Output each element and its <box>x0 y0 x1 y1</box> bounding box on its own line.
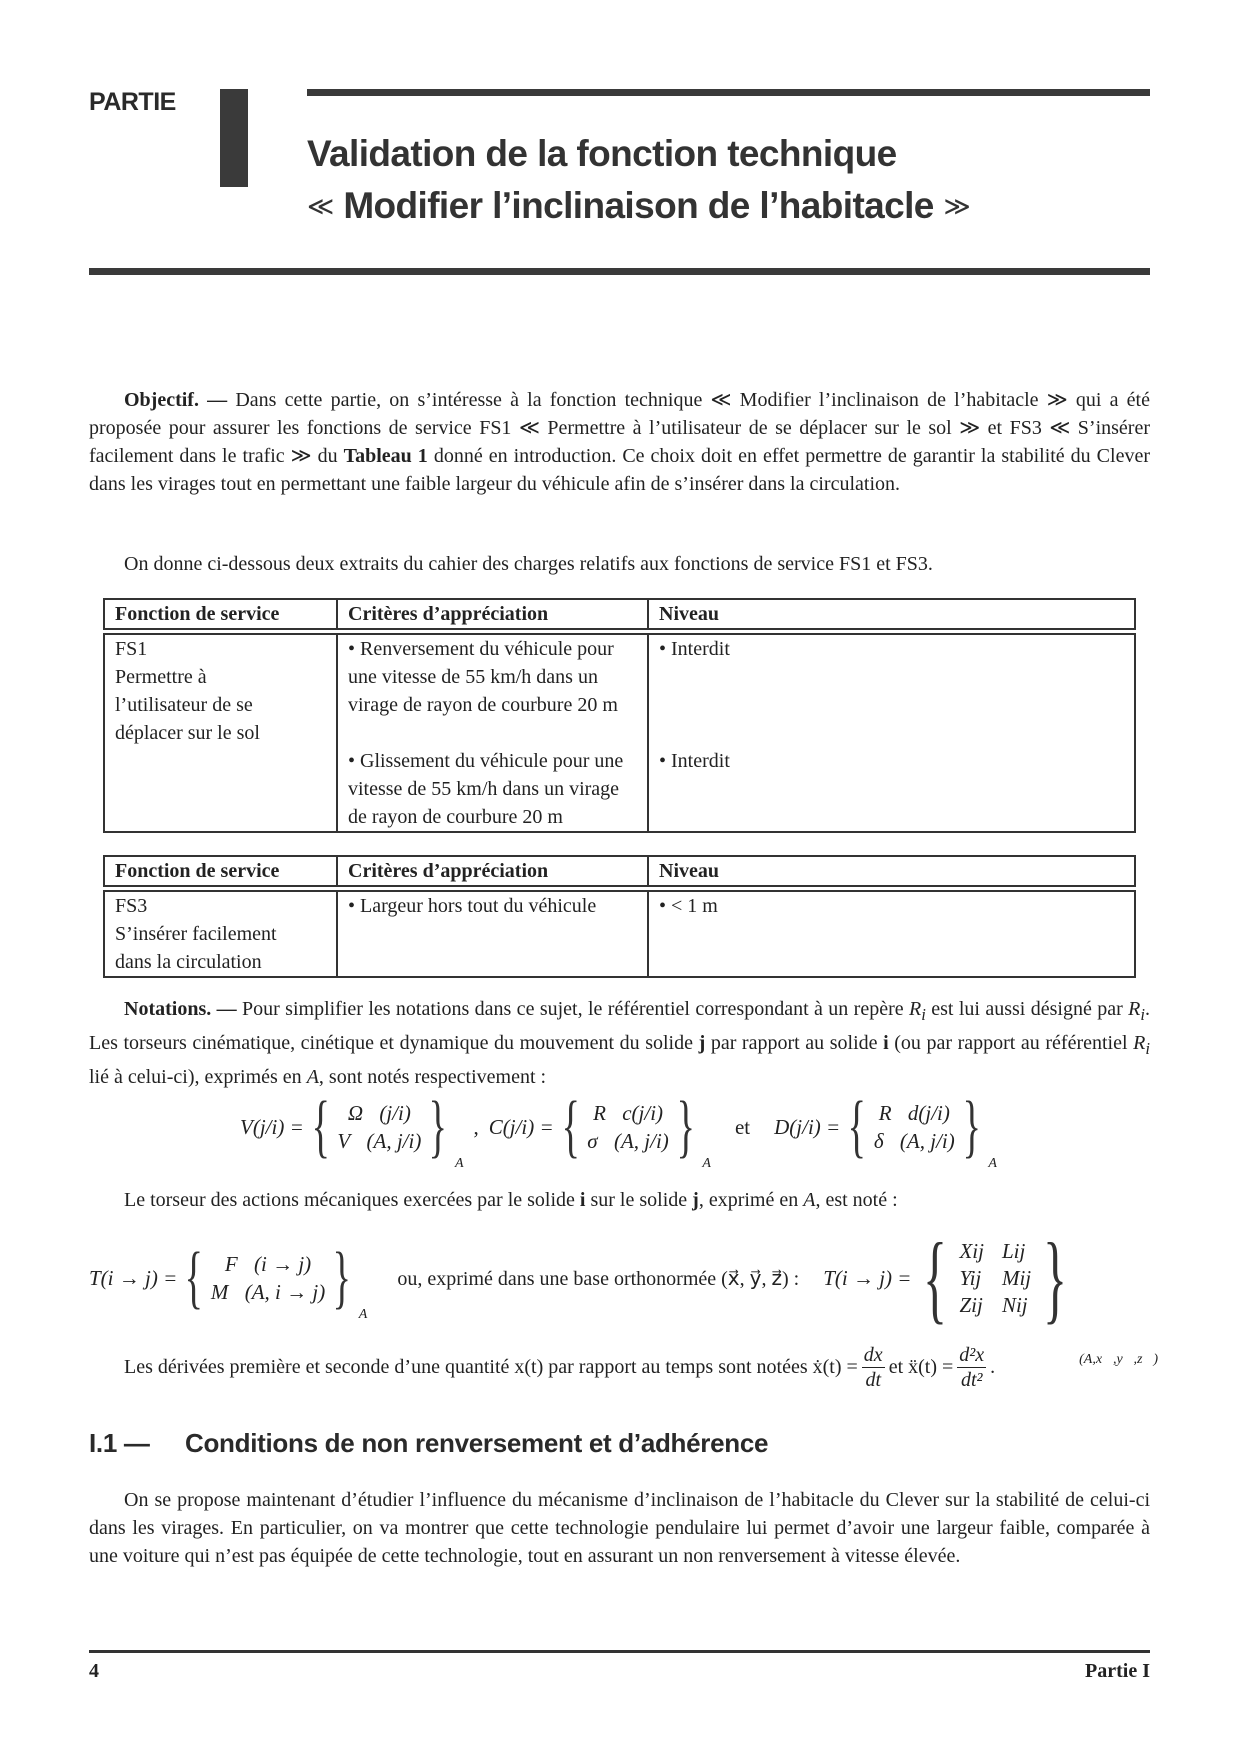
formula-sub: A <box>702 1156 711 1171</box>
level: • Interdit <box>659 750 730 772</box>
level: • Interdit <box>659 638 730 660</box>
table-row <box>104 634 1135 832</box>
formula-top: F⃗(i → j) <box>224 1252 312 1276</box>
formula-lhs: C(j/i) = <box>488 1114 554 1139</box>
header-fonction: Fonction de service <box>104 856 337 886</box>
solid-j: j <box>698 1032 706 1054</box>
text: sur le solide <box>585 1189 693 1211</box>
criterion: • Largeur hors tout du véhicule <box>337 891 648 977</box>
table-row <box>104 891 1135 977</box>
formula-sub: A <box>988 1156 997 1171</box>
header-criteres: Critères d’appréciation <box>337 599 648 629</box>
formula-top: R⃗c(j/i) <box>593 1101 664 1125</box>
torseur-components: T(i → j) = { Xij Lij Yij Mij Zij Nij } (A,x⃗,y⃗,z⃗) <box>823 1222 1159 1367</box>
text: lié à celui-ci), exprimés en <box>89 1066 307 1088</box>
header-fonction: Fonction de service <box>104 599 337 629</box>
component: Zij <box>959 1292 983 1317</box>
objectif-text: Dans cette partie, on s’intéresse à la fonction technique ≪ Modifier l’inclinaison de l’habitacle ≫ qui a été proposée pour assurer les fonctions de service FS1 ≪ Permettre à l’utilisateur de se déplacer sur le sol ≫ et FS3 ≪ S’insérer facilement dans le trafic ≫ du <box>89 389 1150 467</box>
objectif-lead: Objectif. — <box>124 389 228 411</box>
objectif-text-end: donné en introduction. Ce choix doit en effet permettre de garantir la stabilité du Clever dans les virages tout en permettant une faible largeur du véhicule afin de s’insérer dans la circulation. <box>89 445 1150 495</box>
numerator: d²x <box>959 1344 985 1366</box>
open-quote: ≪ <box>307 191 334 221</box>
derivatives-line <box>124 1343 995 1392</box>
subscript: i <box>1140 1005 1146 1024</box>
component: Mij <box>1001 1265 1032 1290</box>
frame-symbol: R <box>909 998 922 1020</box>
torseur-dynamique: D(j/i) = { R⃗d(j/i) δ⃗(A, j/i) } A <box>774 1088 997 1171</box>
notations-paragraph <box>89 995 1150 1091</box>
formula-sub: A <box>454 1156 464 1171</box>
base-text: ou, exprimé dans une base orthonormée (x⃗, y⃗, z⃗) : <box>397 1267 800 1290</box>
fs1-desc: l’utilisateur de se <box>115 694 253 716</box>
fs1-criteria <box>337 634 648 832</box>
fs1-code: FS1 <box>115 638 148 660</box>
subscript: i <box>921 1005 926 1024</box>
text: est lui aussi désigné par <box>925 998 1129 1020</box>
component: Xij <box>959 1238 984 1263</box>
title-line-2 <box>307 180 970 232</box>
tableau-ref: Tableau 1 <box>343 445 428 467</box>
component: Yij <box>959 1265 982 1290</box>
fs1-cell <box>104 634 337 832</box>
torseur-cinematique: V(j/i) = { Ω⃗(j/i) V⃗(A, j/i) } A <box>240 1088 464 1171</box>
objectif-paragraph <box>89 386 1150 498</box>
text: . Les torseurs cinématique, cinétique et dynamique du mouvement du solide <box>89 998 1151 1054</box>
notations-lead: Notations. — <box>124 998 237 1020</box>
close-quote: ≫ <box>943 191 971 221</box>
formula-bottom: δ⃗(A, j/i) <box>873 1129 955 1153</box>
fs1-levels <box>648 634 1135 832</box>
text: . <box>990 1356 996 1378</box>
fs3-desc: S’insérer facilement <box>115 923 277 945</box>
text: Le torseur des actions mécaniques exercées par le solide <box>124 1189 580 1211</box>
formula-sub: (A,x⃗,y⃗,z⃗) <box>1079 1352 1159 1367</box>
title-rule-bottom <box>89 268 1150 275</box>
table-fs3 <box>103 855 1136 978</box>
formula-bottom: M⃗(A, i → j) <box>210 1280 326 1304</box>
text: Les dérivées première et seconde d’une quantité x(t) par rapport au temps sont notées ẋ(t) = <box>124 1356 858 1378</box>
formula-bottom: σ⃗(A, j/i) <box>587 1129 669 1153</box>
denominator: dt² <box>960 1369 983 1391</box>
text: par rapport au solide <box>705 1032 884 1054</box>
fs1-desc: Permettre à <box>115 666 207 688</box>
criterion: • Glissement du véhicule pour une vitesse de 55 km/h dans un virage de rayon de courbure 20 m <box>348 750 624 828</box>
torseur-actions: T(i → j) = { F⃗(i → j) M⃗(A, i → j) } A <box>89 1239 368 1322</box>
fraction-dx-dt <box>862 1343 885 1392</box>
solid-i: i <box>883 1032 889 1054</box>
comma: , <box>473 1114 479 1139</box>
table-header-row <box>104 856 1135 886</box>
point-a: A <box>306 1066 319 1088</box>
table-header-row <box>104 599 1135 629</box>
criterion: • Renversement du véhicule pour une vitesse de 55 km/h dans un virage de rayon de courbure 20 m <box>348 638 618 716</box>
torseur-cinetique: C(j/i) = { R⃗c(j/i) σ⃗(A, j/i) } A <box>488 1088 711 1171</box>
part-label: PARTIE <box>89 88 176 116</box>
text: (ou par rapport au référentiel <box>888 1032 1134 1054</box>
intro-tables-text: On donne ci-dessous deux extraits du cahier des charges relatifs aux fonctions de service FS1 et FS3. <box>124 553 933 575</box>
formula-lhs: T(i → j) = <box>89 1265 178 1290</box>
table-fs1 <box>103 598 1136 833</box>
et: et <box>734 1114 751 1139</box>
formula-bottom: V⃗(A, j/i) <box>337 1129 422 1153</box>
formula-sub: A <box>358 1307 368 1322</box>
title-line-1: Validation de la fonction technique <box>307 133 897 174</box>
title-line-2-text: Modifier l’inclinaison de l’habitacle <box>343 185 934 226</box>
part-number-bar <box>220 89 248 187</box>
page-title <box>307 128 970 232</box>
section-paragraph <box>89 1486 1150 1570</box>
footer-part: Partie I <box>1085 1660 1150 1682</box>
text: Pour simplifier les notations dans ce sujet, le référentiel correspondant à un repère <box>236 998 910 1020</box>
formula-top: Ω⃗(j/i) <box>347 1101 411 1125</box>
formula-lhs: T(i → j) = <box>823 1265 912 1290</box>
point-a: A <box>803 1189 816 1211</box>
header-criteres: Critères d’appréciation <box>337 856 648 886</box>
page-number: 4 <box>89 1660 99 1682</box>
torseurs-formulas <box>240 1088 997 1171</box>
fs1-desc: déplacer sur le sol <box>115 722 260 744</box>
frame-symbol: R <box>1133 1032 1146 1054</box>
section-text: On se propose maintenant d’étudier l’influence du mécanisme d’inclinaison de l’habitacle du Clever sur la stabilité de celui-ci dans les virages. En particulier, on va montrer que cette technologie pendulaire lui permet d’avoir une largeur faible, comparée à une voiture qui n’est pas équipée de cette technologie, tout en assurant un non renversement à vitesse élevée. <box>89 1489 1150 1567</box>
fs3-desc: dans la circulation <box>115 951 262 973</box>
section-heading <box>89 1428 768 1459</box>
header-niveau: Niveau <box>648 856 1135 886</box>
text: , exprimé en <box>698 1189 804 1211</box>
frame-symbol: R <box>1128 998 1141 1020</box>
header-niveau: Niveau <box>648 599 1135 629</box>
numerator: dx <box>863 1344 883 1366</box>
section-number: I.1 — <box>89 1428 150 1458</box>
level: • < 1 m <box>648 891 1135 977</box>
fs3-code: FS3 <box>115 895 148 917</box>
title-rule-top <box>307 89 1150 96</box>
solid-i: i <box>579 1189 586 1211</box>
fs3-cell <box>104 891 337 977</box>
text: et ẍ(t) = <box>888 1356 954 1378</box>
formula-lhs: V(j/i) = <box>240 1114 304 1139</box>
text: , est noté : <box>815 1189 898 1211</box>
solid-j: j <box>692 1189 699 1211</box>
component: Lij <box>1001 1238 1026 1263</box>
subscript: i <box>1145 1039 1150 1058</box>
footer-rule <box>89 1650 1150 1653</box>
intro-tables <box>89 550 1150 578</box>
denominator: dt <box>865 1369 882 1391</box>
text: , sont notés respectivement : <box>318 1066 547 1088</box>
fraction-d2x-dt2 <box>957 1343 986 1392</box>
torseur-paragraph <box>89 1186 1150 1214</box>
formula-lhs: D(j/i) = <box>774 1114 841 1139</box>
section-title: Conditions de non renversement et d’adhérence <box>185 1428 769 1458</box>
formula-top: R⃗d(j/i) <box>878 1101 950 1125</box>
component: Nij <box>1001 1292 1028 1317</box>
